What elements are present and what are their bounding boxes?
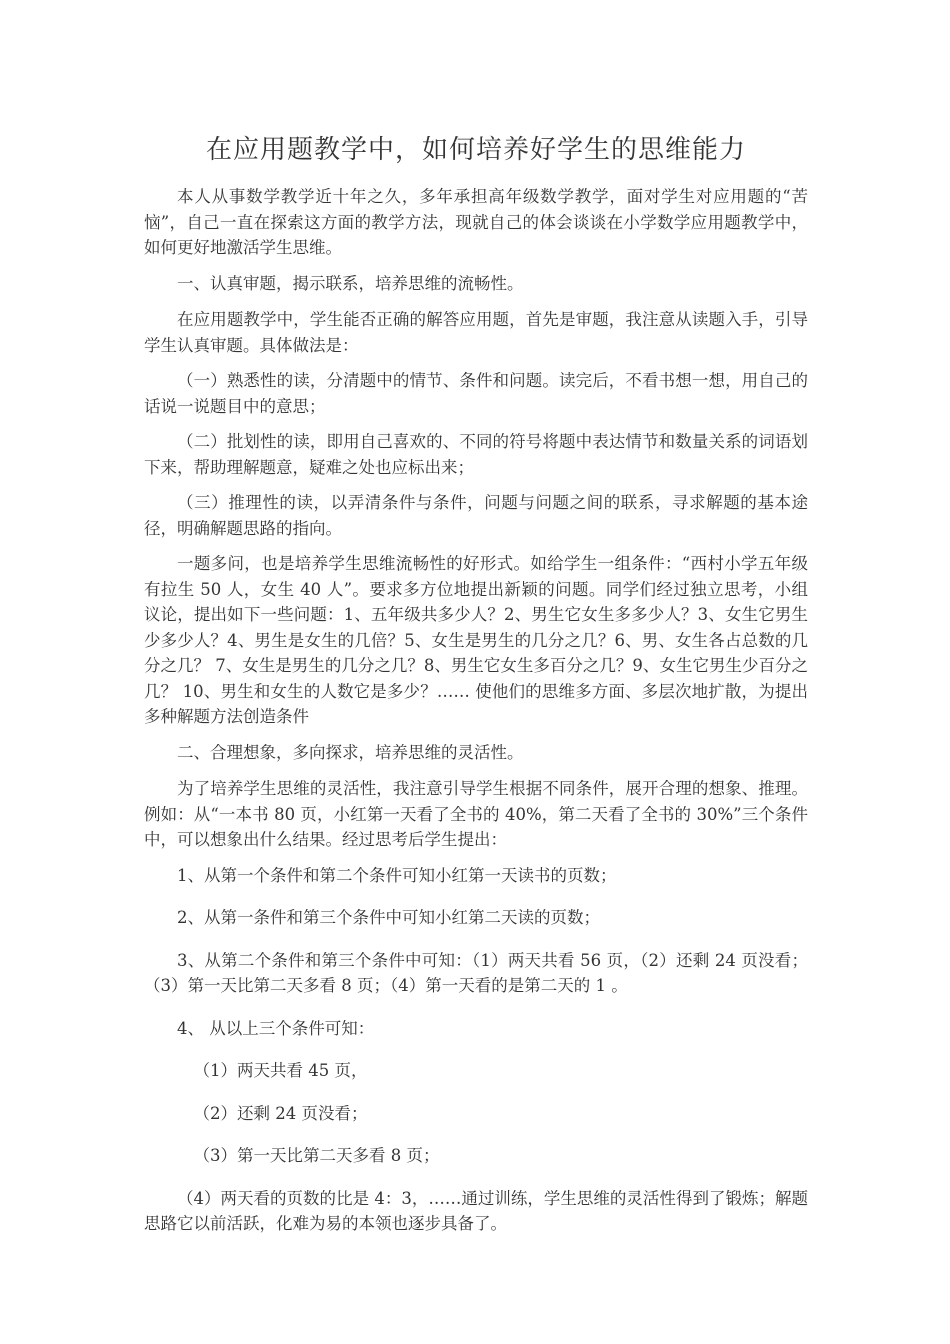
list-item-2: 2、从第一条件和第三个条件中可知小红第二天读的页数；: [177, 908, 600, 927]
paragraph-method-1: （一）熟悉性的读，分清题中的情节、条件和问题。读完后，不看书想一想，用自己的话说一说题目中的意思；: [144, 371, 808, 416]
list-item-3: 3、从第二个条件和第三个条件中可知：（1）两天共看 56 页，（2）还剩 24 页没看；（3）第一天比第二天多看 8 页；（4）第一天看的是第二天的 1 。: [144, 950, 808, 995]
paragraph-intro: 本人从事数学教学近十年之久，多年承担高年级数学教学，面对学生对应用题的“苦恼”，自己一直在探索这方面的教学方法，现就自己的体会谈谈在小学数学应用题教学中，如何更好地激活学生思维。: [144, 187, 808, 257]
sub-item-3: （3）第一天比第二天多看 8 页；: [193, 1146, 440, 1165]
paragraph-imagination: 为了培养学生思维的灵活性，我注意引导学生根据不同条件，展开合理的想象、推理。例如：从“一本书 80 页，小红第一天看了全书的 40%，第二天看了全书的 30%”三个条件中，可以想象出什么结果。经过思考后学生提出：: [144, 779, 808, 849]
section-heading-2: 二、合理想象，多向探求，培养思维的灵活性。: [177, 742, 524, 762]
document-title: 在应用题教学中，如何培养好学生的思维能力: [205, 135, 746, 165]
paragraph-multiple-questions: 一题多问，也是培养学生思维流畅性的好形式。如给学生一组条件：“西村小学五年级有拉生 50 人，女生 40 人”。要求多方位地提出新颖的问题。同学们经过独立思考，小组议论，提出如下一些问题：1、五年级共多少人？2、男生它女生多多少人？3、女生它男生少多少人？4、男生是女生的几倍？5、女生是男生的几分之几？6、男、女生各占总数的几分之几？ 7、女生是男生的几分之几？8、男生它女生多百分之几？9、女生它男生少百分之几？ 10、男生和女生的人数它是多少？…… 使他们的思维多方面、多层次地扩散，为提出多种解题方法创造条件: [144, 554, 808, 726]
paragraph-method-3: （三）推理性的读，以弄清条件与条件，问题与问题之间的联系，寻求解题的基本途径，明确解题思路的指向。: [144, 493, 808, 538]
paragraph-method-2: （二）批划性的读，即用自己喜欢的、不同的符号将题中表达情节和数量关系的词语划下来，帮助理解题意，疑难之处也应标出来；: [144, 432, 808, 477]
paragraph-conclusion: （4）两天看的页数的比是 4：3，……通过训练，学生思维的灵活性得到了锻炼；解题思路它以前活跃，化难为易的本领也逐步具备了。: [144, 1188, 808, 1233]
list-item-4: 4、 从以上三个条件可知：: [177, 1018, 375, 1038]
sub-item-1: （1）两天共看 45 页，: [193, 1061, 368, 1080]
sub-item-2: （2）还剩 24 页没看；: [193, 1103, 368, 1123]
paragraph-review-question: 在应用题教学中，学生能否正确的解答应用题，首先是审题，我注意从读题入手，引导学生认真审题。具体做法是：: [144, 310, 808, 355]
document-body: [144, 128, 808, 1247]
section-heading-1: 一、认真审题，揭示联系，培养思维的流畅性。: [177, 273, 524, 293]
list-item-1: 1、从第一个条件和第二个条件可知小红第一天读书的页数；: [177, 865, 617, 885]
